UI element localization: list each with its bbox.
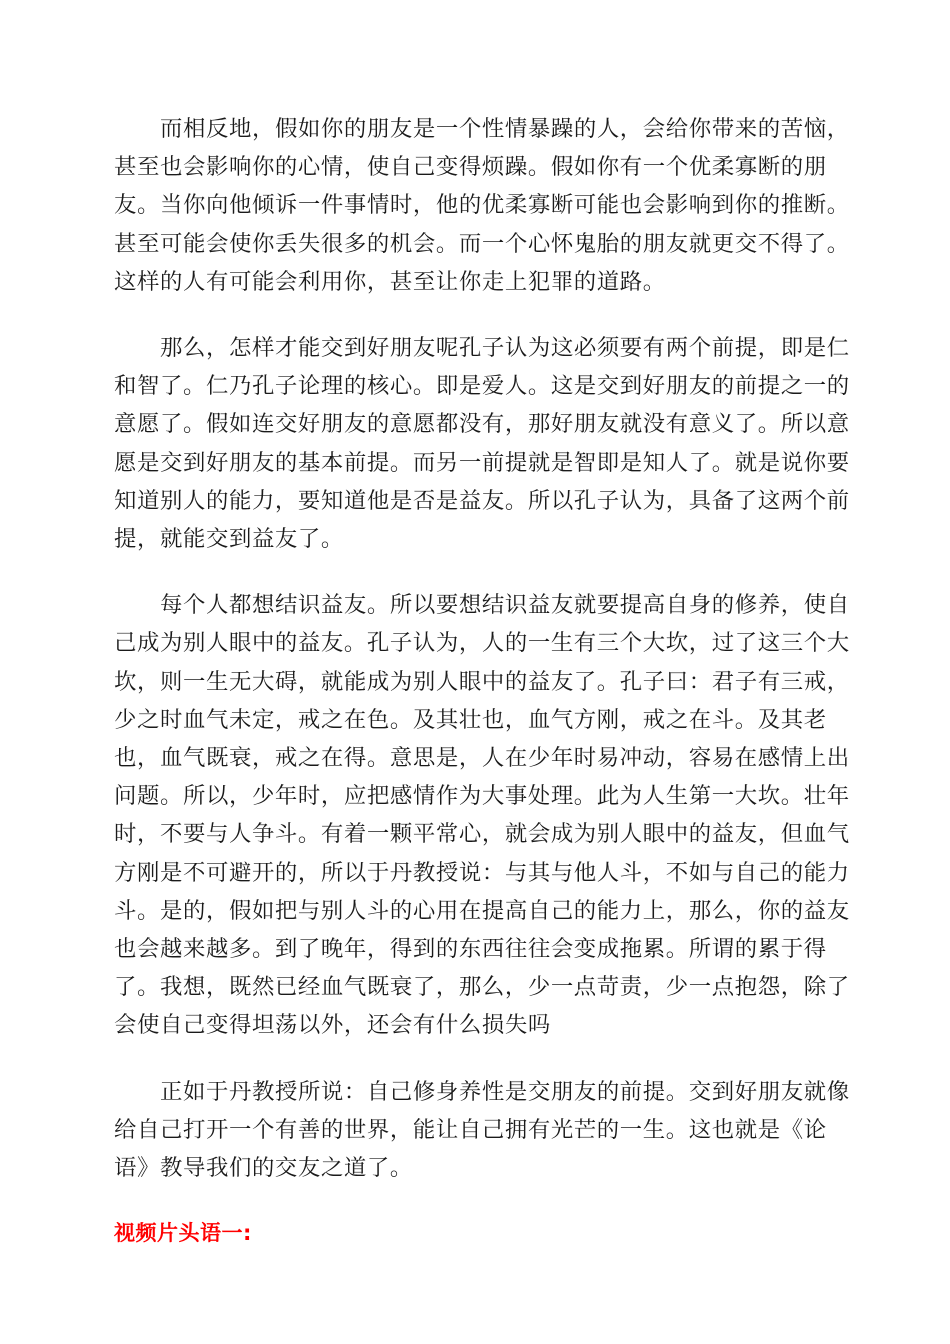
document-page	[114, 110, 850, 1251]
paragraph-3-line: 方刚是不可避开的，所以于丹教授说：与其与他人斗，不如与自己的能力	[114, 859, 850, 886]
paragraph-2-line: 那么，怎样才能交到好朋友呢孔子认为这必须要有两个前提，即是仁	[160, 335, 850, 362]
paragraph-2-line: 知道别人的能力，要知道他是否是益友。所以孔子认为，具备了这两个前	[114, 487, 850, 514]
paragraph-2	[114, 329, 850, 558]
paragraph-1-line: 而相反地，假如你的朋友是一个性情暴躁的人，会给你带来的苦恼，	[160, 116, 850, 142]
paragraph-3-line: 问题。所以，少年时，应把感情作为大事处理。此为人生第一大坎。壮年	[114, 783, 850, 810]
paragraph-1-line: 这样的人有可能会利用你，甚至让你走上犯罪的道路。	[114, 268, 666, 295]
paragraph-3-line: 己成为别人眼中的益友。孔子认为，人的一生有三个大坎，过了这三个大	[114, 630, 850, 657]
paragraph-3-line: 会使自己变得坦荡以外，还会有什么损失吗	[114, 1012, 551, 1039]
paragraph-3-line: 坎，则一生无大碍，就能成为别人眼中的益友了。孔子曰：君子有三戒，	[114, 668, 850, 695]
paragraph-4-line: 正如于丹教授所说：自己修身养性是交朋友的前提。交到好朋友就像	[160, 1078, 850, 1105]
paragraph-4	[114, 1073, 850, 1188]
paragraph-3-line: 斗。是的，假如把与别人斗的心用在提高自己的能力上，那么，你的益友	[114, 897, 850, 924]
paragraph-3-line: 时，不要与人争斗。有着一颗平常心，就会成为别人眼中的益友，但血气	[114, 821, 850, 848]
paragraph-1	[114, 110, 850, 301]
paragraph-3-line: 每个人都想结识益友。所以要想结识益友就要提高自身的修养，使自	[160, 592, 850, 619]
paragraph-3	[114, 586, 850, 1044]
paragraph-2-line: 意愿了。假如连交好朋友的意愿都没有，那好朋友就没有意义了。所以意	[114, 411, 850, 438]
paragraph-2-line: 和智了。仁乃孔子论理的核心。即是爱人。这是交到好朋友的前提之一的	[114, 373, 850, 400]
paragraph-3-line: 也，血气既衰，戒之在得。意思是，人在少年时易冲动，容易在感情上出	[114, 745, 850, 772]
paragraph-2-line: 愿是交到好朋友的基本前提。而另一前提就是智即是知人了。就是说你要	[114, 449, 850, 476]
paragraph-4-line: 语》教导我们的交友之道了。	[114, 1155, 413, 1182]
paragraph-1-line: 友。当你向他倾诉一件事情时，他的优柔寡断可能也会影响到你的推断。	[114, 192, 850, 219]
paragraph-1-line: 甚至可能会使你丢失很多的机会。而一个心怀鬼胎的朋友就更交不得了。	[114, 230, 850, 257]
paragraph-3-line: 了。我想，既然已经血气既衰了，那么，少一点苛责，少一点抱怨，除了	[114, 974, 850, 1001]
paragraph-3-line: 也会越来越多。到了晚年，得到的东西往往会变成拖累。所谓的累于得	[114, 936, 827, 963]
paragraph-3-line: 少之时血气未定，戒之在色。及其壮也，血气方刚，戒之在斗。及其老	[114, 706, 827, 733]
section-heading: 视频片头语一:	[114, 1221, 252, 1246]
paragraph-4-line: 给自己打开一个有善的世界，能让自己拥有光芒的一生。这也就是《论	[114, 1116, 827, 1143]
paragraph-2-line: 提，就能交到益友了。	[114, 526, 344, 553]
paragraph-1-line: 甚至也会影响你的心情，使自己变得烦躁。假如你有一个优柔寡断的朋	[114, 154, 827, 181]
